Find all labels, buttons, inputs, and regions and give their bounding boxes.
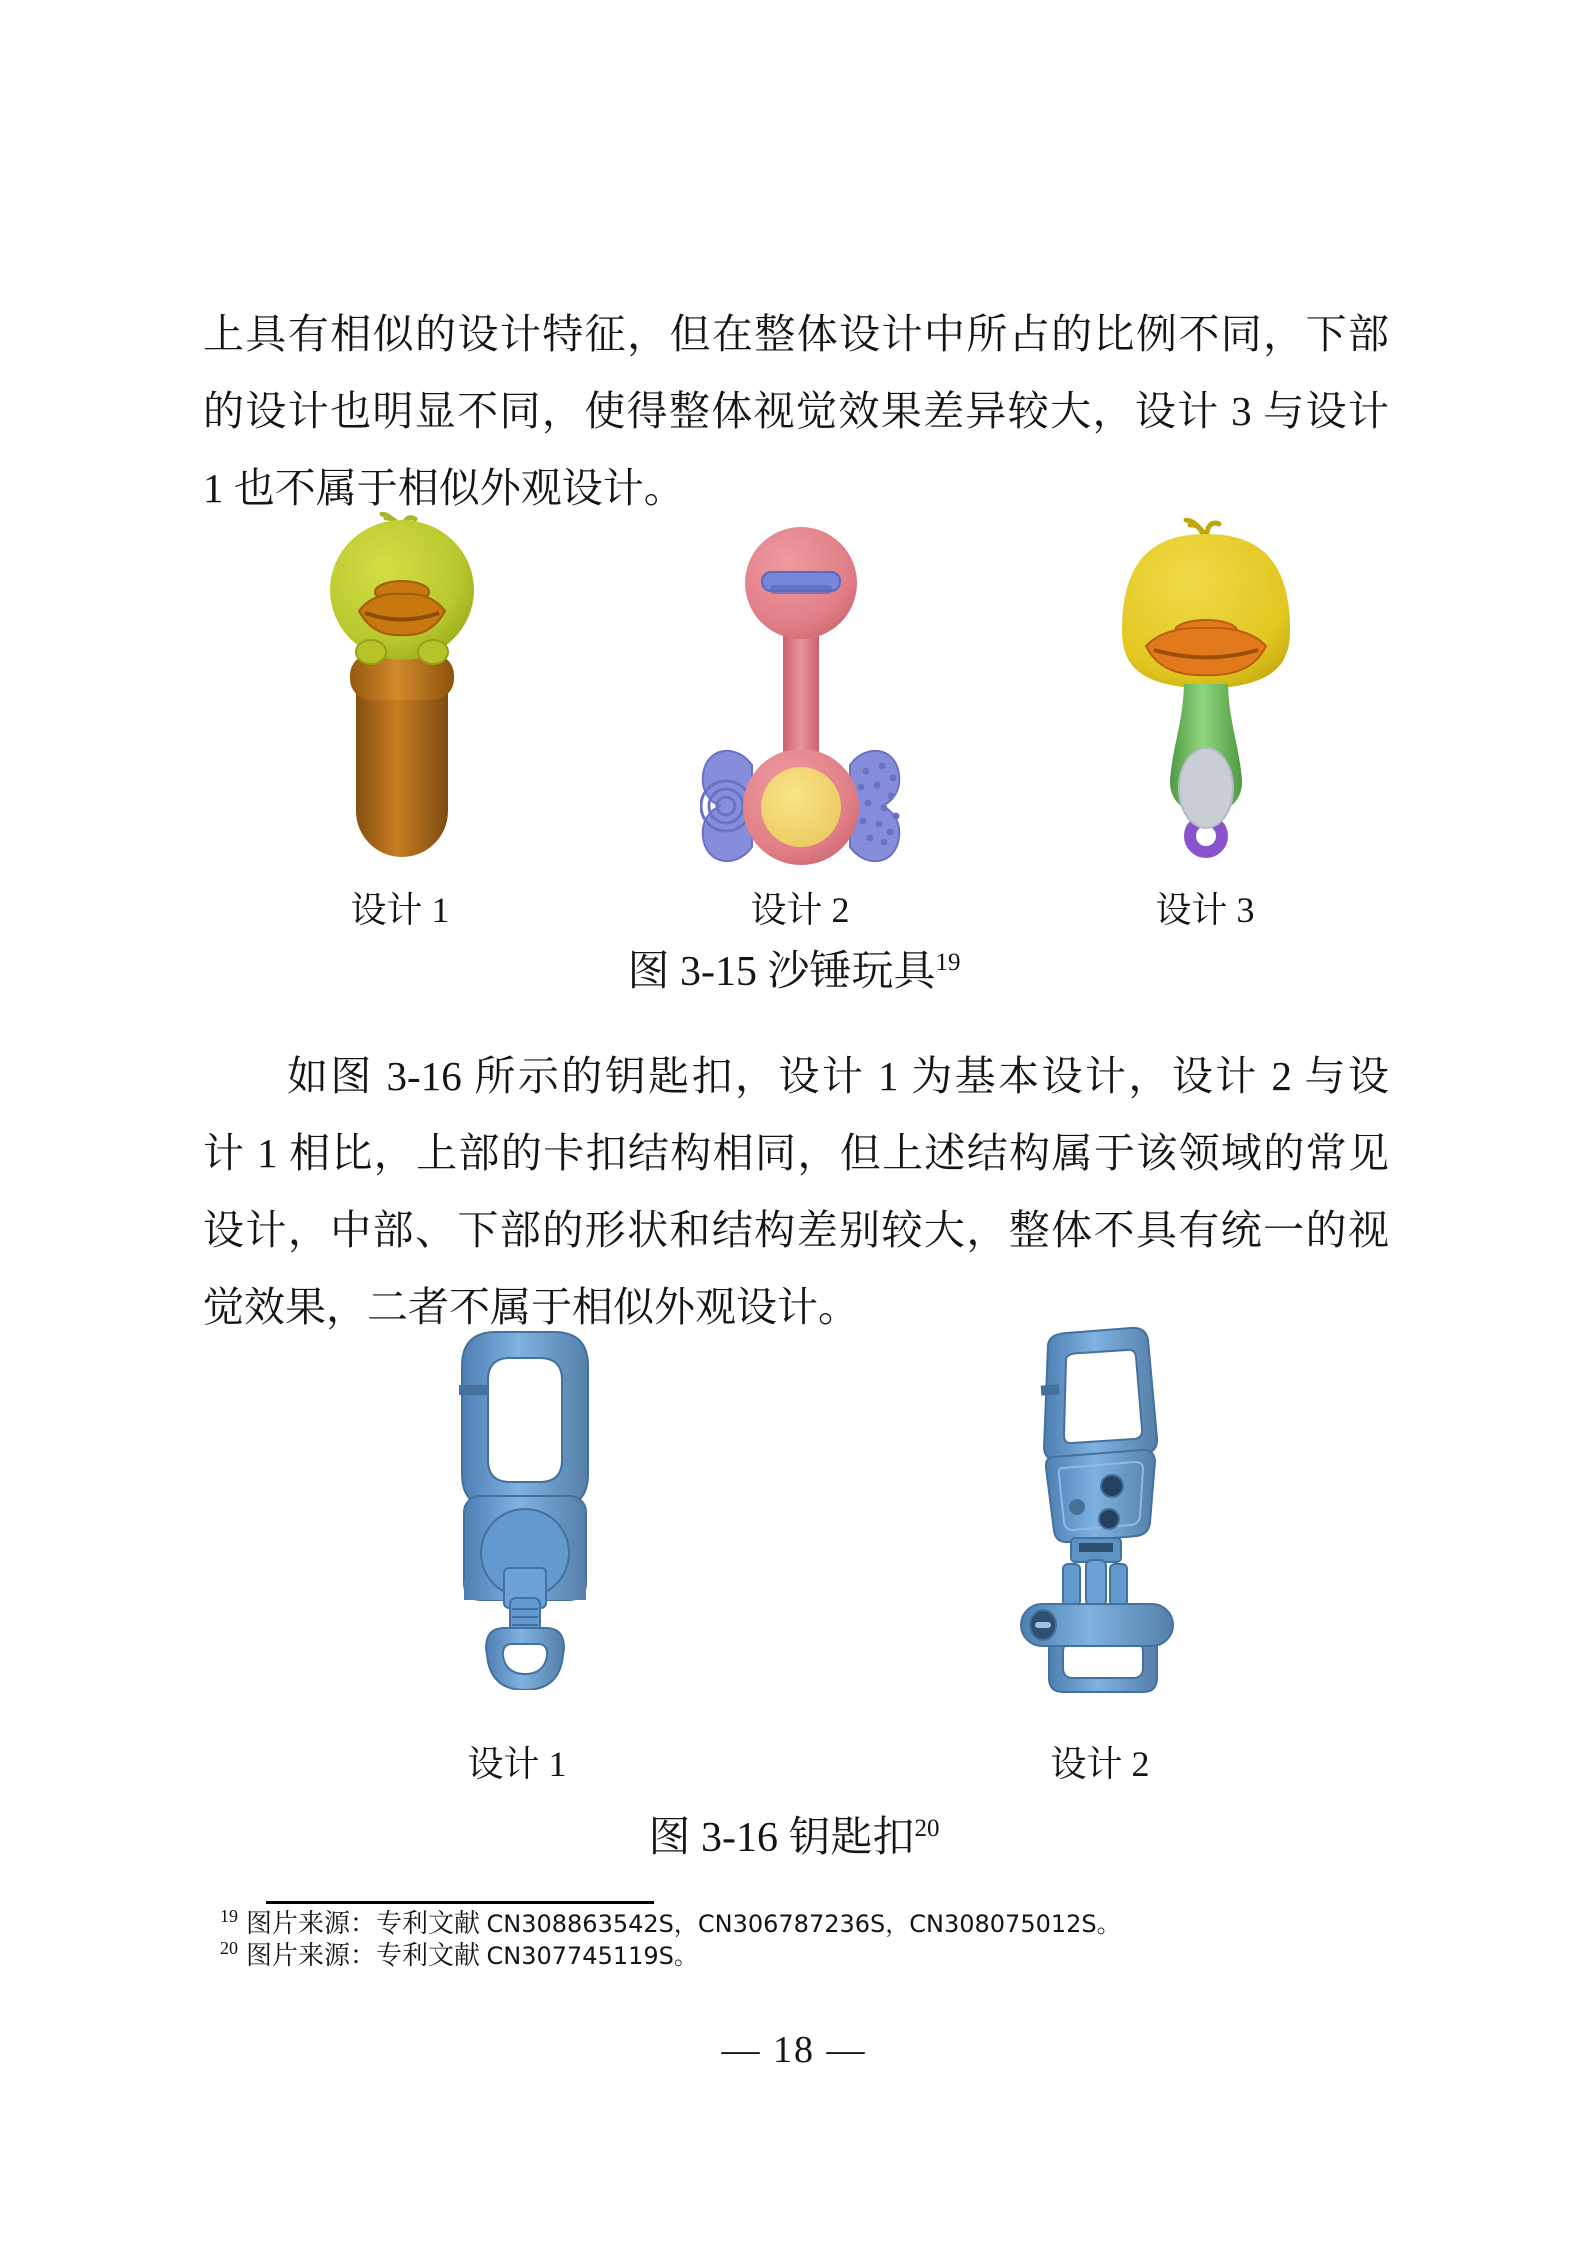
toy3-gray-oval [1179,748,1233,828]
footnote-ref-19: 19 [935,949,961,976]
figure-3-16-caption-text: 图 3-16 钥匙扣 [648,1815,915,1861]
figure-3-16-label-design-2: 设计 2 [1050,1744,1150,1784]
keychain2-keyhole [1030,1610,1056,1640]
paragraph-2-line-4: 觉效果，二者不属于相似外观设计。 [203,1284,859,1330]
figure-3-16-design-2-image [1015,1326,1180,1694]
toy1-foot-right [418,640,448,664]
footnote-20-ref: 20 [220,1938,238,1959]
keychain1-swivel-d-ring [486,1628,564,1690]
figure-3-15-label-design-1: 设计 1 [350,890,450,930]
keychain1-carabiner-hook [462,1332,588,1508]
toy2-blue-slot [762,572,840,594]
figure-3-15-design-1-image [325,512,480,862]
figure-3-16-design-1-image [452,1328,598,1690]
footnote-ref-20: 20 [914,1815,940,1842]
toy1-body [350,654,454,857]
footnote-20 [220,1940,1420,1972]
footnote-20-label: 图片来源：专利文献 [246,1941,487,1970]
paragraph-1 [203,296,1389,527]
keychain2-carabiner-hook [1044,1328,1157,1460]
toy1-foot-left [356,640,386,664]
footnote-19 [220,1908,1420,1940]
footnote-19-ref: 19 [220,1906,238,1927]
keychain2-screw-boss [1070,1500,1084,1514]
paragraph-2-line-2: 计 1 相比，上部的卡扣结构相同，但上述结构属于该领域的常见 [203,1130,1389,1176]
keychain2-hole-bottom [1099,1509,1119,1529]
toy2-yellow-center [761,767,841,847]
paragraph-1-line-3: 1 也不属于相似外观设计。 [203,465,685,511]
figure-3-15-design-2-image [700,515,902,865]
footnote-20-patent-codes: CN307745119S。 [486,1942,698,1970]
toy1-duck-head [330,514,474,664]
figure-3-15-caption-text: 图 3-15 沙锤玩具 [627,949,936,995]
paragraph-2-line-1: 如图 3-16 所示的钥匙扣，设计 1 为基本设计，设计 2 与设 [287,1053,1389,1099]
figure-3-15-label-design-2: 设计 2 [750,890,850,930]
figure-3-15-label-design-3: 设计 3 [1155,890,1255,930]
figure-3-16-caption [0,1804,1588,1864]
keychain2-gate-notch [1042,1385,1059,1394]
page-number: — 18 — [721,2029,867,2071]
footnote-separator-rule [266,1901,654,1904]
paragraph-2-line-3: 设计，中部、下部的形状和结构差别较大，整体不具有统一的视 [203,1207,1389,1253]
figure-3-16-label-design-1: 设计 1 [467,1744,567,1784]
keychain2 [1021,1328,1173,1692]
paragraph-1-line-1: 上具有相似的设计特征，但在整体设计中所占的比例不同，下部 [203,311,1389,357]
keychain1 [460,1332,588,1690]
keychain2-hole-top [1101,1475,1123,1497]
figure-3-15-design-3-image [1115,518,1297,868]
footnote-19-patent-codes: CN308863542S，CN306787236S，CN308075012S。 [486,1910,1121,1938]
keychain1-gate-notch [460,1386,488,1394]
paragraph-2 [203,1038,1389,1346]
footnote-19-label: 图片来源：专利文献 [246,1909,487,1938]
keychain2-hinge [1063,1538,1127,1606]
figure-3-15-caption [0,938,1588,998]
footnotes [220,1908,1420,1972]
paragraph-1-line-2: 的设计也明显不同，使得整体视觉效果差异较大，设计 3 与设计 [203,388,1389,434]
